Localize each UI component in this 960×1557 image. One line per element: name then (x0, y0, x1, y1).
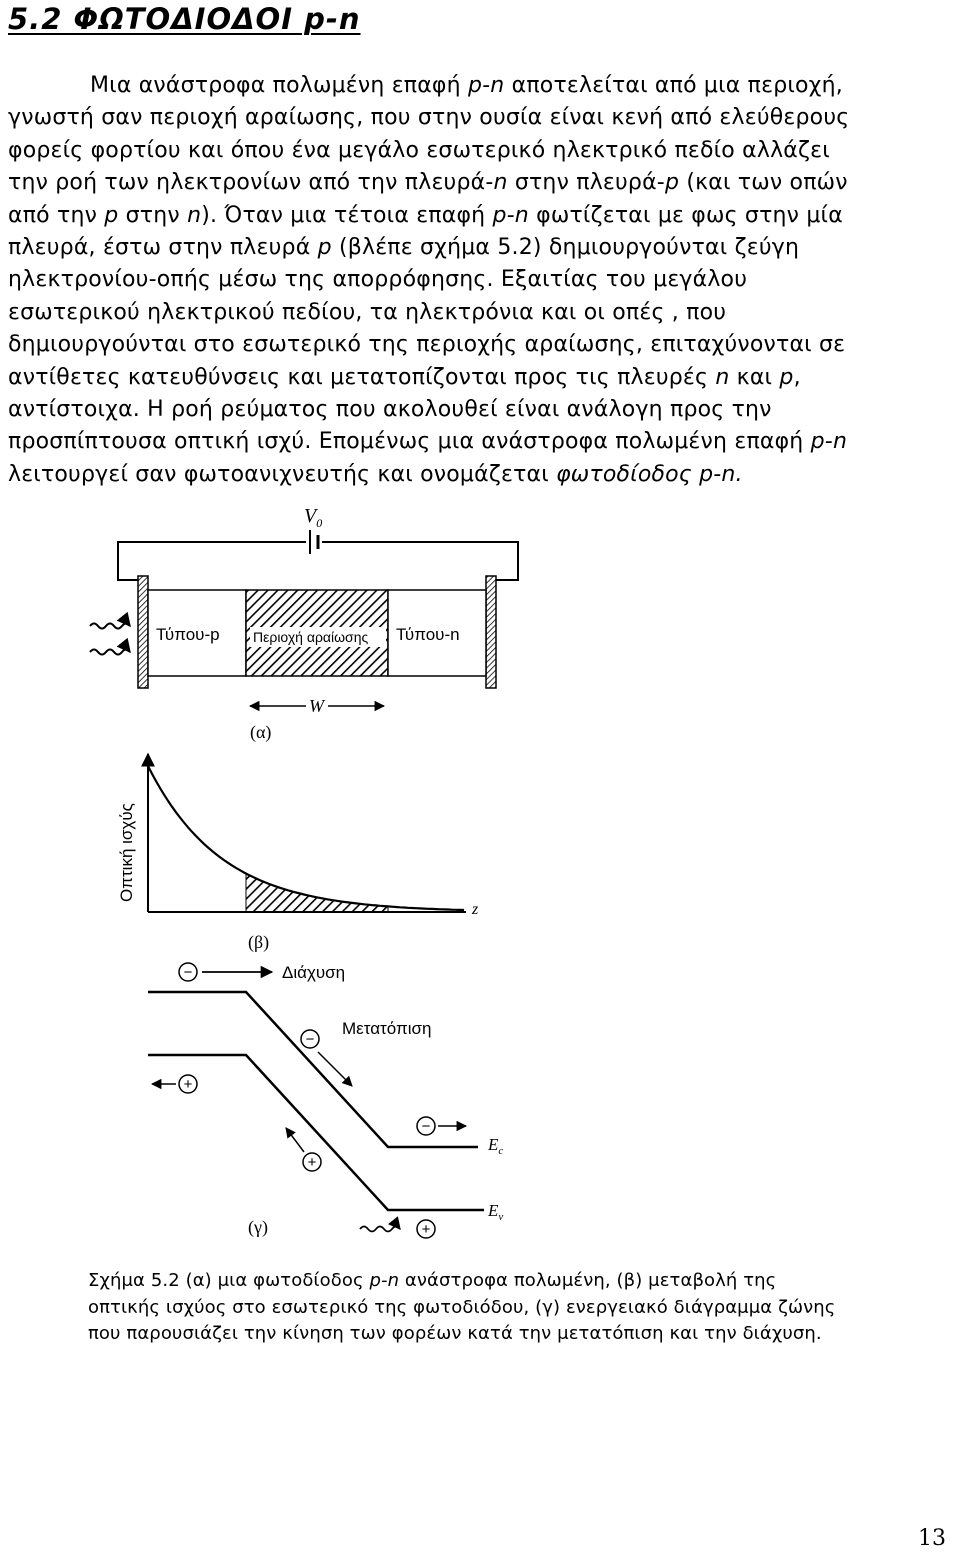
paragraph-text: p (317, 235, 332, 261)
circuit-wire (322, 542, 518, 580)
paragraph-text: p-n (492, 202, 529, 228)
electron-symbol: − (421, 1118, 431, 1135)
electron-symbol: − (183, 964, 193, 981)
paragraph-text: φωτίζεται με φως στην μία (528, 202, 843, 228)
electron-symbol: − (305, 1031, 315, 1048)
paragraph-line (8, 297, 952, 329)
paragraph-line (8, 167, 952, 199)
caption-text: οπτικής ισχύος στο εσωτερικό της φωτοδιόδου, (γ) ενεργειακό διάγραμμα ζώνης (88, 1296, 836, 1318)
paragraph-text: n (187, 202, 202, 228)
y-axis-label: Οπτική ισχύς (117, 803, 136, 902)
paragraph-text: n (493, 170, 508, 196)
valence-band-edge (148, 1055, 484, 1210)
label-c: (γ) (248, 1217, 268, 1237)
incoming-light-icon (360, 1227, 400, 1232)
paragraph-text: αποτελείται από μια περιοχή, (504, 73, 843, 98)
paragraph-text: ηλεκτρονίου-οπής μέσω της απορρόφησης. Εξαιτίας του μεγάλου (8, 267, 748, 293)
caption-line (88, 1295, 948, 1322)
absorbed-power-area (246, 874, 388, 913)
caption-text: που παρουσιάζει την κίνηση των φορέων κατά την μετατόπιση και την διάχυση. (88, 1323, 822, 1344)
label-a: (α) (250, 722, 272, 742)
diagram-a (90, 505, 518, 743)
section-title: 5.2 ΦΩΤΟΔΙΟΔΟΙ p-n (8, 2, 361, 36)
paragraph-text: n (715, 364, 730, 390)
paragraph-line (8, 135, 952, 167)
paragraph-line (8, 362, 952, 394)
paragraph-text: στην (118, 202, 188, 228)
ev-label: $E_v$ (488, 1201, 504, 1223)
diffusion-label: Διάχυση (282, 963, 346, 982)
depletion-region-label: Περιοχή αραίωσης (253, 629, 369, 645)
voltage-label: $V_0$ (304, 505, 323, 530)
paragraph-text: ). Όταν μια τέτοια επαφή (201, 202, 493, 228)
p-region-label: Τύπου-p (156, 625, 220, 644)
drift-hole-arrow (286, 1128, 304, 1152)
paragraph-line (8, 426, 952, 458)
caption-text: Σχήμα 5.2 (α) μια φωτοδίοδος (88, 1270, 370, 1291)
diagram-b (117, 754, 479, 953)
paragraph-text: δημιουργούνται στο εσωτερικό της περιοχής αραίωσης, επιταχύνονται σε (8, 332, 846, 358)
paragraph-text: , (793, 364, 801, 390)
power-decay-curve (148, 766, 464, 910)
paragraph-text: λειτουργεί σαν φωτοανιχνευτής και ονομάζεται (8, 461, 557, 487)
paragraph-text: στην πλευρά- (507, 170, 665, 196)
paragraph-text: (βλέπε σχήμα 5.2) δημιουργούνται ζεύγη (331, 235, 800, 261)
paragraph-text: p-n (810, 429, 848, 455)
ec-label: $E_c$ (488, 1135, 504, 1157)
paragraph-text: προσπίπτουσα οπτική ισχύ. Επομένως μια ανάστροφα πολωμένη επαφή (8, 429, 811, 455)
label-b: (β) (248, 932, 270, 952)
n-region-label: Τύπου-n (396, 625, 460, 644)
circuit-wire (118, 542, 306, 580)
caption-text: ανάστροφα πολωμένη, (β) μεταβολή της (399, 1270, 777, 1291)
paragraph-text: πλευρά, έστω στην πλευρά (8, 235, 318, 261)
caption-text: p-n (369, 1270, 400, 1291)
hole-symbol: + (421, 1221, 431, 1238)
caption-line (88, 1321, 948, 1348)
paragraph-text: φορείς φορτίου και όπου ένα μεγάλο εσωτερικό ηλεκτρικό πεδίο αλλάζει (8, 137, 830, 163)
drift-electron-arrow (318, 1052, 352, 1086)
figure-caption (88, 1268, 948, 1348)
paragraph-line (8, 232, 952, 264)
paragraph-line (8, 329, 952, 361)
contact-right (486, 576, 496, 688)
paragraph-line (8, 102, 952, 134)
x-axis-label: z (472, 901, 479, 918)
paragraph-line (8, 70, 952, 102)
paragraph-text: αντίθετες κατευθύνσεις και μετατοπίζονται προς τις πλευρές (8, 364, 716, 390)
drift-label: Μετατόπιση (342, 1019, 432, 1038)
paragraph-text: γνωστή σαν περιοχή αραίωσης, που στην ουσία είναι κενή από ελεύθερους (8, 105, 850, 131)
paragraph-text: και (729, 364, 780, 390)
paragraph-text: την ροή των ηλεκτρονίων από την πλευρά- (8, 170, 494, 196)
light-ray-icon (90, 624, 130, 629)
paragraph-text: αντίστοιχα. Η ροή ρεύματος που ακολουθεί είναι ανάλογη προς την (8, 397, 772, 423)
contact-left (138, 576, 148, 688)
paragraph-line (8, 459, 952, 491)
page-number: 13 (918, 1526, 946, 1551)
paragraph-text: p (664, 170, 680, 196)
hole-symbol: + (183, 1076, 193, 1093)
paragraph-text: από την (8, 202, 105, 228)
paragraph-text: p-n (468, 73, 505, 98)
paragraph-text: p (104, 202, 119, 228)
width-label: W (309, 696, 324, 716)
paragraph-line (8, 394, 952, 426)
diagram-c (148, 963, 503, 1238)
paragraph-text: φωτοδίοδος p-n. (556, 461, 743, 487)
body-paragraph (8, 70, 952, 491)
paragraph-line (8, 264, 952, 296)
caption-line (88, 1268, 948, 1295)
paragraph-text: Μια ανάστροφα πολωμένη επαφή (90, 73, 468, 98)
photodiode-figure (60, 500, 520, 1260)
hole-symbol: + (307, 1154, 317, 1171)
light-ray-icon (90, 650, 130, 655)
paragraph-text: (και των οπών (679, 170, 848, 196)
paragraph-text: εσωτερικού ηλεκτρικού πεδίου, τα ηλεκτρόνια και οι οπές , που (8, 299, 727, 325)
paragraph-line (8, 200, 952, 232)
paragraph-text: p (779, 364, 794, 390)
